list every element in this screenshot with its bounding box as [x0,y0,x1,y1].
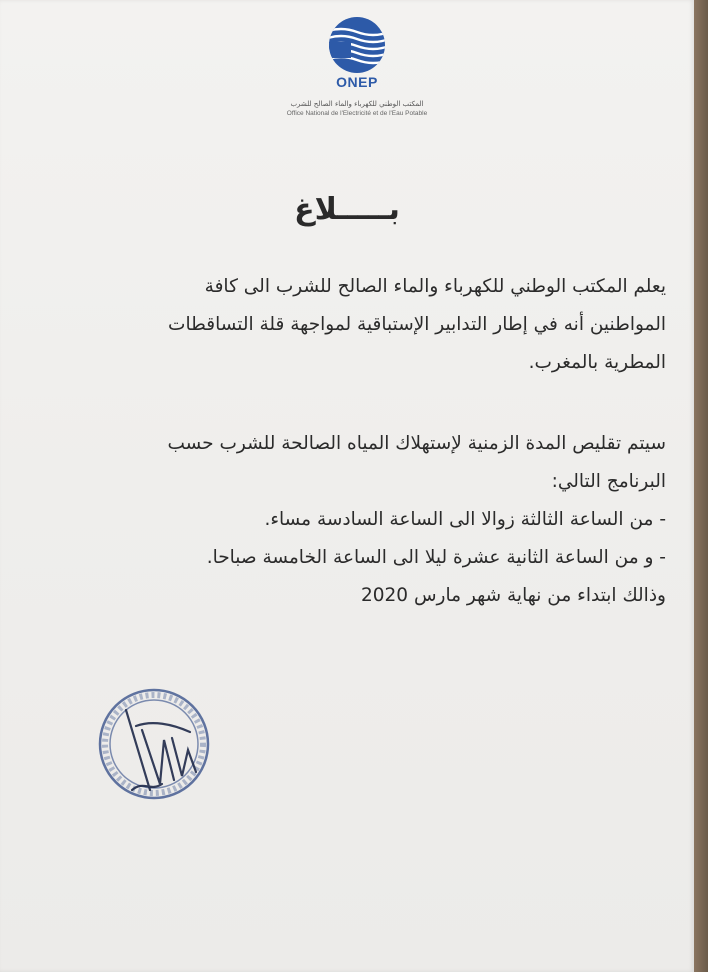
org-name-arabic: المكتب الوطني للكهرباء والماء الصالح للشرب [290,100,424,108]
paragraph-schedule [26,425,666,615]
text-line: يعلم المكتب الوطني للكهرباء والماء الصالح للشرب الى كافة [204,276,666,297]
text-line: وذالك ابتداء من نهاية شهر مارس 2020 [360,585,666,606]
letterhead [262,14,452,117]
background-edge [694,0,708,972]
official-stamp-icon [92,680,222,810]
logo-name: ONEP [336,74,378,90]
text-line: المواطنين أنه في إطار التدابير الإستباقية لمواجهة قلة التساقطات [168,314,666,335]
text-line: سيتم تقليص المدة الزمنية لإستهلاك المياه الصالحة للشرب حسب [167,433,666,454]
schedule-item: - و من الساعة الثانية عشرة ليلا الى الساعة الخامسة صباحا. [206,547,666,568]
signature-icon [126,710,196,790]
stamp-and-signature [92,680,222,814]
text-line: المطرية بالمغرب. [528,352,666,373]
page-title: بـــــلاغ [294,192,400,227]
onep-logo-icon [321,14,393,76]
schedule-item: - من الساعة الثالثة زوالا الى الساعة السادسة مساء. [264,509,666,530]
text-line: البرنامج التالي: [551,471,666,492]
org-name-french: Office National de l'Electricité et de l'Eau Potable [286,110,428,117]
paragraph-announcement [26,268,666,382]
